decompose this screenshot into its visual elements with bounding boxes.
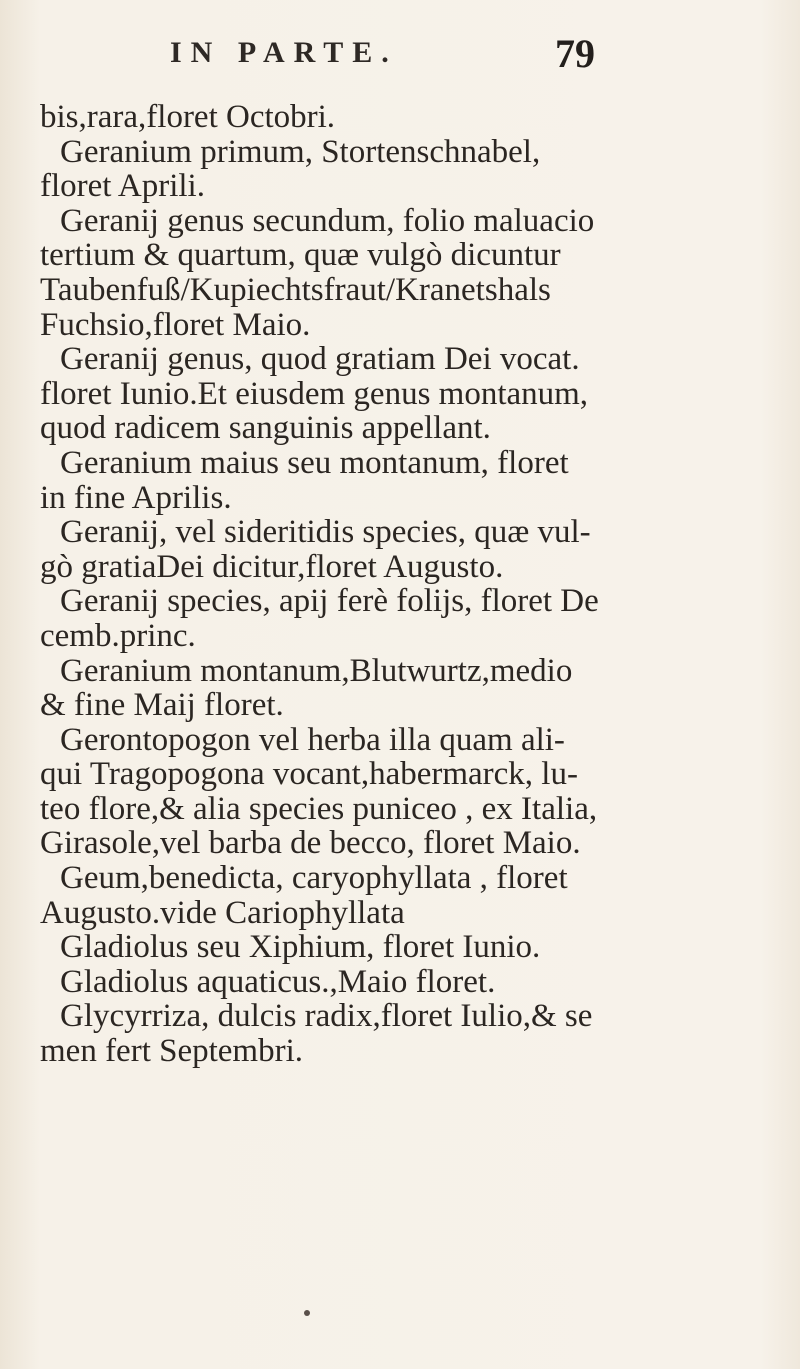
text-line: Taubenfuß/Kupiechtsfraut/Kranetshals	[40, 271, 551, 308]
text-line: Geranium primum, Stortenschnabel,	[60, 133, 541, 170]
running-head: IN PARTE.	[170, 36, 398, 69]
text-line: Fuchsio,floret Maio.	[40, 306, 311, 343]
text-line: Gerontopogon vel herba illa quam ali-	[60, 721, 565, 758]
text-line: Gladiolus seu Xiphium, floret Iunio.	[60, 929, 541, 966]
text-line: floret Iunio.Et eiusdem genus montanum,	[40, 375, 589, 412]
text-line: & fine Maij floret.	[40, 687, 284, 724]
text-line: Geranij, vel sideritidis species, quæ vul-	[60, 514, 591, 551]
text-line: cemb.princ.	[40, 617, 196, 654]
text-line: Glycyrriza, dulcis radix,floret Iulio,& se	[60, 998, 593, 1035]
text-line: Girasole,vel barba de becco, floret Maio.	[40, 825, 581, 862]
text-line: Geranij species, apij ferè folijs, floret De	[60, 583, 599, 620]
ink-mark	[304, 1310, 310, 1316]
text-line: Geranium montanum,Blutwurtz,medio	[60, 652, 573, 689]
body-text	[40, 100, 780, 1069]
text-line: Geranij genus secundum, folio maluacio	[60, 202, 595, 239]
text-line: teo flore,& alia species puniceo , ex Italia,	[40, 790, 598, 827]
text-line: quod radicem sanguinis appellant.	[40, 410, 491, 447]
page-header	[170, 30, 630, 80]
text-line: gò gratiaDei dicitur,floret Augusto.	[40, 548, 504, 585]
text-line: men fert Septembri.	[40, 1033, 304, 1070]
text-line: tertium & quartum, quæ vulgò dicuntur	[40, 237, 561, 274]
text-line: Geum,benedicta, caryophyllata , floret	[60, 860, 568, 897]
text-line: in fine Aprilis.	[40, 479, 232, 516]
text-line: Gladiolus aquaticus.,Maio floret.	[60, 963, 496, 1000]
text-line: bis,rara,floret Octobri.	[40, 99, 336, 135]
text-line: qui Tragopogona vocant,habermarck, lu-	[40, 756, 578, 793]
text-line: Augusto.vide Cariophyllata	[40, 894, 405, 931]
text-line: Geranij genus, quod gratiam Dei vocat.	[60, 341, 580, 378]
page-number: 79	[555, 31, 595, 76]
text-line: floret Aprili.	[40, 168, 205, 205]
text-line: Geranium maius seu montanum, floret	[60, 444, 569, 481]
